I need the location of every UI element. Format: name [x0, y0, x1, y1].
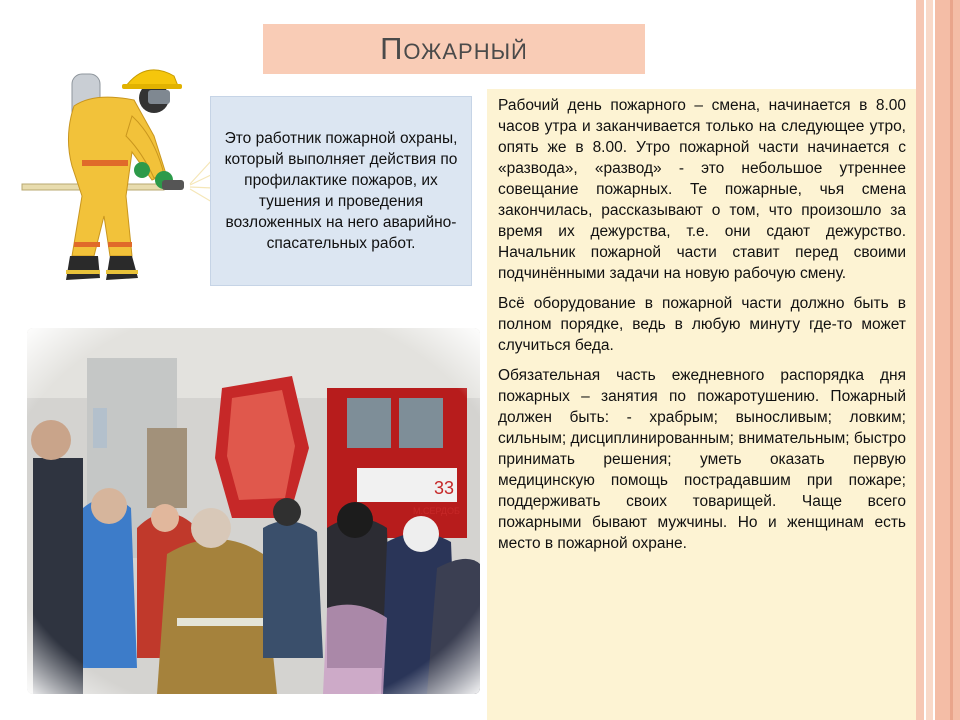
fireman-illustration: [14, 56, 214, 308]
decorative-stripe: [916, 0, 924, 720]
definition-text: Это работник пожарной охраны, который выполняет действия по профилактике пожаров, их тушения и проведения возложенных на него аварийно-спасательных работ.: [224, 130, 458, 252]
paragraph-workday: Рабочий день пожарного – смена, начинается в 8.00 часов утра и заканчивается только на следующее утро, опять же в 8.00. Утро пожарной части начинается с «развода», «развод» - это небольшое утреннее совещание пожарных. Те пожарные, чья смена закончилась, рассказывают о том, что произошло за время их дежурства, т.е. они сдают дежурство. Начальник пожарной части ставит перед своими подчинёнными задачи на новую рабочую смену.: [498, 97, 906, 282]
fire-station-photo: [27, 328, 480, 694]
paragraph-qualities: Обязательная часть ежедневного распорядка дня пожарных – занятия по пожаротушению. Пожарный должен быть: - храбрым; выносливым; ловким; сильным; дисциплинированным; внимательным; быстро принимать решения; уметь оказать первую медицинскую помощь пострадавшим при пожаре; поддерживать своих товарищей. Чаще всего пожарными бывают мужчины. Но и женщинам есть место в пожарной охране.: [498, 367, 906, 552]
definition-box: [210, 96, 472, 286]
title-box: [263, 24, 645, 74]
slide-title: Пожарный: [380, 31, 528, 66]
decorative-stripe: [950, 0, 953, 720]
decorative-stripe: [926, 0, 933, 720]
paragraph-equipment: Всё оборудование в пожарной части должно быть в полном порядке, ведь в любую минуту где-то может случиться беда.: [498, 295, 906, 354]
text-panel: [487, 89, 916, 720]
decorative-stripe: [935, 0, 960, 720]
